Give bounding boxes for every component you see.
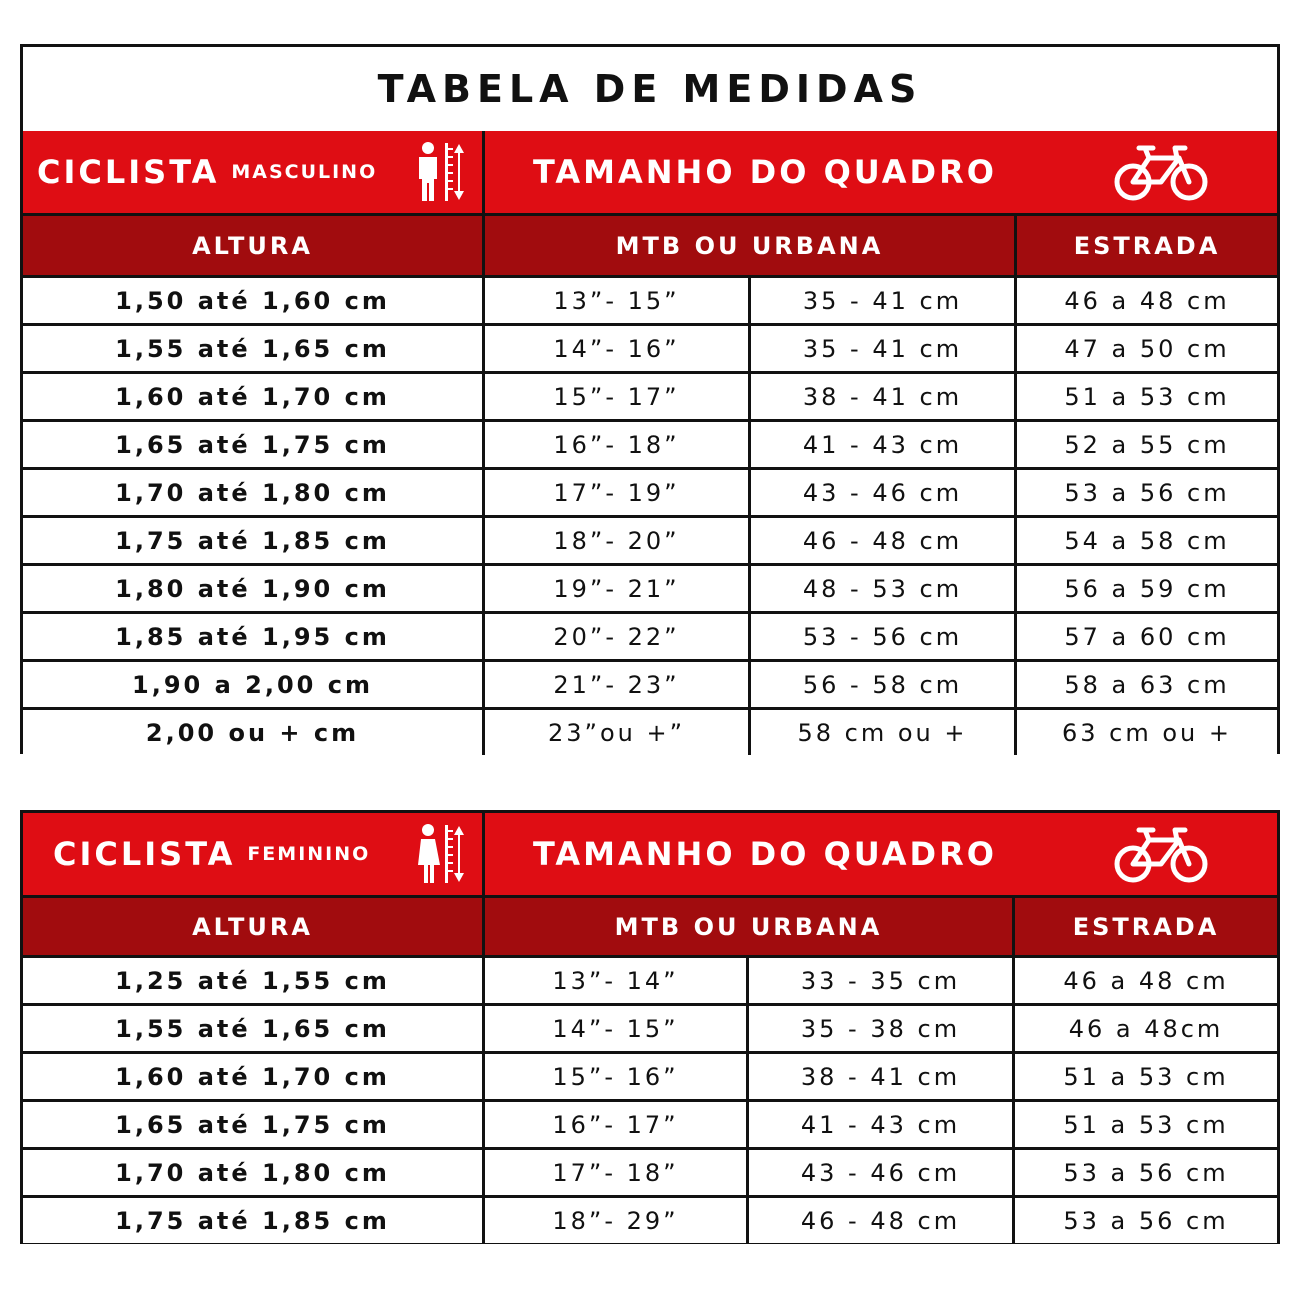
table-row — [23, 467, 1277, 515]
table-row — [23, 275, 1277, 323]
height-range-cell: 1,80 até 1,90 cm — [23, 566, 485, 611]
frame-cm-cell: 35 - 38 cm — [749, 1006, 1015, 1051]
table-row — [23, 1195, 1277, 1243]
height-range-cell: 1,70 até 1,80 cm — [23, 470, 485, 515]
frame-inches-cell: 17”- 19” — [485, 470, 751, 515]
size-table-feminino — [20, 810, 1280, 1244]
col-mtb-urbana: MTB OU URBANA — [485, 898, 1015, 955]
frame-cm-cell: 56 - 58 cm — [751, 662, 1017, 707]
table-row — [23, 1147, 1277, 1195]
road-frame-cell: 53 a 56 cm — [1064, 478, 1230, 507]
frame-inches-cell: 19”- 21” — [485, 566, 751, 611]
road-frame-cell: 58 a 63 cm — [1064, 670, 1230, 699]
frame-cm-cell: 58 cm ou + — [751, 710, 1017, 755]
gender-label: FEMININO — [247, 843, 371, 865]
road-frame-cell: 51 a 53 cm — [1063, 1062, 1229, 1091]
bicycle-icon — [1113, 822, 1209, 886]
road-frame-cell: 46 a 48 cm — [1063, 966, 1229, 995]
frame-inches-cell: 13”- 14” — [485, 958, 749, 1003]
cyclist-label: CICLISTA — [53, 835, 236, 873]
frame-inches-cell: 16”- 17” — [485, 1102, 749, 1147]
frame-size-title: TAMANHO DO QUADRO — [533, 835, 997, 873]
road-frame-cell: 51 a 53 cm — [1063, 1110, 1229, 1139]
road-frame-cell: 51 a 53 cm — [1064, 382, 1230, 411]
table-row — [23, 515, 1277, 563]
table-row — [23, 1099, 1277, 1147]
road-frame-cell: 52 a 55 cm — [1064, 430, 1230, 459]
table-row — [23, 707, 1277, 755]
frame-cm-cell: 38 - 41 cm — [749, 1054, 1015, 1099]
frame-inches-cell: 13”- 15” — [485, 278, 751, 323]
col-mtb-urbana: MTB OU URBANA — [485, 216, 1017, 275]
frame-inches-cell: 21”- 23” — [485, 662, 751, 707]
height-range-cell: 1,65 até 1,75 cm — [23, 422, 485, 467]
frame-inches-cell: 18”- 29” — [485, 1198, 749, 1243]
table-row — [23, 955, 1277, 1003]
road-frame-cell: 56 a 59 cm — [1064, 574, 1230, 603]
table-row — [23, 563, 1277, 611]
cyclist-header-masculino — [23, 131, 485, 213]
frame-inches-cell: 14”- 16” — [485, 326, 751, 371]
frame-cm-cell: 38 - 41 cm — [751, 374, 1017, 419]
height-range-cell: 1,55 até 1,65 cm — [23, 326, 485, 371]
height-range-cell: 1,65 até 1,75 cm — [23, 1102, 485, 1147]
height-range-cell: 1,75 até 1,85 cm — [23, 518, 485, 563]
table-row — [23, 323, 1277, 371]
road-frame-cell: 57 a 60 cm — [1064, 622, 1230, 651]
col-altura: ALTURA — [23, 898, 485, 955]
table-row — [23, 371, 1277, 419]
height-range-cell: 1,55 até 1,65 cm — [23, 1006, 485, 1051]
table-title: TABELA DE MEDIDAS — [377, 67, 923, 111]
bike-icon-cell — [1045, 813, 1277, 895]
road-frame-cell: 53 a 56 cm — [1063, 1206, 1229, 1235]
table-row — [23, 419, 1277, 467]
size-table-masculino — [20, 44, 1280, 754]
frame-cm-cell: 43 - 46 cm — [751, 470, 1017, 515]
frame-cm-cell: 41 - 43 cm — [749, 1102, 1015, 1147]
road-frame-cell: 63 cm ou + — [1061, 718, 1232, 747]
subheader-row-feminino — [23, 895, 1277, 955]
road-frame-cell: 46 a 48 cm — [1064, 286, 1230, 315]
frame-inches-cell: 15”- 16” — [485, 1054, 749, 1099]
bicycle-icon — [1113, 140, 1209, 204]
frame-cm-cell: 46 - 48 cm — [751, 518, 1017, 563]
female-height-icon — [415, 823, 471, 885]
table-row — [23, 1051, 1277, 1099]
table-row — [23, 1003, 1277, 1051]
frame-inches-cell: 20”- 22” — [485, 614, 751, 659]
frame-inches-cell: 14”- 15” — [485, 1006, 749, 1051]
frame-size-header — [485, 813, 1045, 895]
road-frame-cell: 46 a 48cm — [1068, 1014, 1224, 1043]
header-row-feminino — [23, 813, 1277, 895]
table-title-row — [23, 47, 1277, 131]
header-row-masculino — [23, 131, 1277, 213]
frame-size-header — [485, 131, 1045, 213]
col-estrada: ESTRADA — [1072, 912, 1220, 941]
height-range-cell: 1,60 até 1,70 cm — [23, 1054, 485, 1099]
male-height-icon — [415, 141, 471, 203]
bike-icon-cell — [1045, 131, 1277, 213]
frame-cm-cell: 43 - 46 cm — [749, 1150, 1015, 1195]
road-frame-cell: 54 a 58 cm — [1064, 526, 1230, 555]
height-range-cell: 1,60 até 1,70 cm — [23, 374, 485, 419]
height-range-cell: 2,00 ou + cm — [23, 710, 485, 755]
frame-inches-cell: 15”- 17” — [485, 374, 751, 419]
height-range-cell: 1,25 até 1,55 cm — [23, 958, 485, 1003]
road-frame-cell: 53 a 56 cm — [1063, 1158, 1229, 1187]
height-range-cell: 1,90 a 2,00 cm — [23, 662, 485, 707]
table-row — [23, 659, 1277, 707]
height-range-cell: 1,50 até 1,60 cm — [23, 278, 485, 323]
cyclist-header-feminino — [23, 813, 485, 895]
table-row — [23, 611, 1277, 659]
road-frame-cell: 47 a 50 cm — [1064, 334, 1230, 363]
col-estrada: ESTRADA — [1073, 231, 1221, 260]
height-range-cell: 1,70 até 1,80 cm — [23, 1150, 485, 1195]
frame-inches-cell: 16”- 18” — [485, 422, 751, 467]
frame-cm-cell: 48 - 53 cm — [751, 566, 1017, 611]
height-range-cell: 1,75 até 1,85 cm — [23, 1198, 485, 1243]
frame-inches-cell: 18”- 20” — [485, 518, 751, 563]
frame-cm-cell: 53 - 56 cm — [751, 614, 1017, 659]
subheader-row-masculino — [23, 213, 1277, 275]
frame-cm-cell: 41 - 43 cm — [751, 422, 1017, 467]
frame-cm-cell: 46 - 48 cm — [749, 1198, 1015, 1243]
col-altura: ALTURA — [23, 216, 485, 275]
frame-cm-cell: 35 - 41 cm — [751, 278, 1017, 323]
frame-inches-cell: 23”ou +” — [485, 710, 751, 755]
frame-cm-cell: 33 - 35 cm — [749, 958, 1015, 1003]
cyclist-label: CICLISTA — [37, 153, 220, 191]
frame-cm-cell: 35 - 41 cm — [751, 326, 1017, 371]
height-range-cell: 1,85 até 1,95 cm — [23, 614, 485, 659]
frame-inches-cell: 17”- 18” — [485, 1150, 749, 1195]
frame-size-title: TAMANHO DO QUADRO — [533, 153, 997, 191]
gender-label: MASCULINO — [231, 161, 378, 183]
